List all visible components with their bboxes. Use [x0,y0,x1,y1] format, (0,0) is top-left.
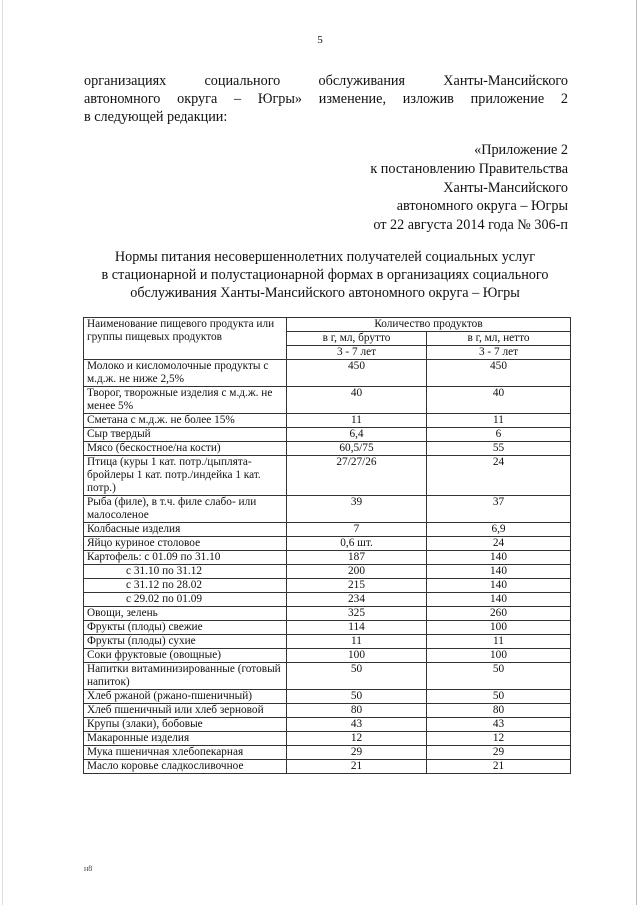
gross-value-cell: 29 [287,746,427,760]
net-value-cell: 21 [427,760,571,774]
net-value-cell: 80 [427,704,571,718]
title-line-3: обслуживания Ханты-Мансийского автономного округа – Югры [130,285,520,302]
scan-edge-left [2,0,3,905]
intro-paragraph [84,72,568,126]
appendix-line-4: автономного округа – Югры [396,198,568,215]
net-value-cell: 140 [427,593,571,607]
appendix-header [268,141,568,235]
appendix-line-1: «Приложение 2 [474,142,568,158]
net-value-cell: 140 [427,579,571,593]
gross-value-cell: 50 [287,663,427,690]
gross-value-cell: 11 [287,414,427,428]
gross-value-cell: 200 [287,565,427,579]
appendix-line-3: Ханты-Мансийского [443,179,568,196]
product-name-cell: Сметана с м.д.ж. не более 15% [84,414,287,428]
product-name-cell: Напитки витаминизированные (готовый напиток) [84,663,287,690]
net-value-cell: 50 [427,690,571,704]
net-value-cell: 40 [427,387,571,414]
table-row [84,760,571,774]
net-value-cell: 24 [427,537,571,551]
net-value-cell: 100 [427,649,571,663]
appendix-line-2: к постановлению Правительства [370,160,568,177]
document-title [80,248,570,303]
table-row [84,579,571,593]
table-row [84,663,571,690]
table-row [84,387,571,414]
product-name-cell: Рыба (филе), в т.ч. филе слабо- или малосоленое [84,496,287,523]
intro-line-3: в следующей редакции: [84,109,228,125]
net-value-cell: 140 [427,565,571,579]
product-name-cell: Хлеб ржаной (ржано-пшеничный) [84,690,287,704]
table-row [84,428,571,442]
intro-line-1: организациях социального обслуживания Ханты-Мансийского [84,73,568,89]
gross-value-cell: 215 [287,579,427,593]
intro-line-2: автономного округа – Югры» изменение, изложив приложение 2 [84,91,568,107]
gross-value-cell: 80 [287,704,427,718]
net-value-cell: 140 [427,551,571,565]
net-value-cell: 450 [427,360,571,387]
table-row [84,649,571,663]
product-name-cell: Творог, творожные изделия с м.д.ж. не менее 5% [84,387,287,414]
table-row [84,565,571,579]
header-quantity: Количество продуктов [287,318,571,332]
nutrition-norms-table [83,317,571,774]
product-name-cell: Яйцо куриное столовое [84,537,287,551]
net-value-cell: 260 [427,607,571,621]
page-number: 5 [317,34,323,46]
net-value-cell: 12 [427,732,571,746]
net-value-cell: 24 [427,456,571,496]
product-name-cell: Крупы (злаки), бобовые [84,718,287,732]
footer-mark: н8 [84,864,93,873]
net-value-cell: 55 [427,442,571,456]
gross-value-cell: 12 [287,732,427,746]
gross-value-cell: 234 [287,593,427,607]
net-value-cell: 29 [427,746,571,760]
product-name-cell: Макаронные изделия [84,732,287,746]
product-name-cell: Масло коровье сладкосливочное [84,760,287,774]
gross-value-cell: 450 [287,360,427,387]
product-name-cell: Хлеб пшеничный или хлеб зерновой [84,704,287,718]
table-row [84,607,571,621]
table-row [84,414,571,428]
gross-value-cell: 6,4 [287,428,427,442]
table-row [84,746,571,760]
product-name-cell: Картофель: с 01.09 по 31.10 [84,551,287,565]
table-row [84,456,571,496]
table-header-row [84,318,571,332]
product-name-cell: Соки фруктовые (овощные) [84,649,287,663]
table-row [84,732,571,746]
net-value-cell: 37 [427,496,571,523]
table-row [84,635,571,649]
gross-value-cell: 11 [287,635,427,649]
table-row [84,360,571,387]
gross-value-cell: 43 [287,718,427,732]
product-name-cell: Фрукты (плоды) свежие [84,621,287,635]
product-name-cell: Сыр твердый [84,428,287,442]
table-row [84,442,571,456]
net-value-cell: 6,9 [427,523,571,537]
product-name-cell: Мука пшеничная хлебопекарная [84,746,287,760]
product-name-cell: Молоко и кисломолочные продукты с м.д.ж. не ниже 2,5% [84,360,287,387]
net-value-cell: 11 [427,635,571,649]
net-value-cell: 100 [427,621,571,635]
table-row [84,690,571,704]
table-row [84,704,571,718]
gross-value-cell: 60,5/75 [287,442,427,456]
gross-value-cell: 187 [287,551,427,565]
table-row [84,718,571,732]
table-row [84,621,571,635]
net-value-cell: 11 [427,414,571,428]
product-name-cell: Птица (куры 1 кат. потр./цыплята-бройлеры 1 кат. потр./индейка 1 кат. потр.) [84,456,287,496]
scan-edge-right [636,0,637,905]
gross-value-cell: 50 [287,690,427,704]
gross-value-cell: 325 [287,607,427,621]
gross-value-cell: 39 [287,496,427,523]
product-name-cell: Фрукты (плоды) сухие [84,635,287,649]
table-row [84,551,571,565]
product-name-cell: Мясо (бескостное/на кости) [84,442,287,456]
gross-value-cell: 40 [287,387,427,414]
header-gross: в г, мл, брутто [287,332,427,346]
product-name-cell: Колбасные изделия [84,523,287,537]
table-row [84,496,571,523]
table-row [84,523,571,537]
product-name-cell: с 29.02 по 01.09 [84,593,287,607]
gross-value-cell: 7 [287,523,427,537]
age-gross: 3 - 7 лет [287,346,427,360]
header-net: в г, мл, нетто [427,332,571,346]
title-line-2: в стационарной и полустационарной формах в организациях социального [101,267,549,284]
header-product: Наименование пищевого продукта или группы пищевых продуктов [84,318,287,360]
gross-value-cell: 114 [287,621,427,635]
product-name-cell: с 31.10 по 31.12 [84,565,287,579]
gross-value-cell: 100 [287,649,427,663]
product-name-cell: с 31.12 по 28.02 [84,579,287,593]
net-value-cell: 43 [427,718,571,732]
appendix-line-5: от 22 августа 2014 года № 306-п [373,217,568,234]
gross-value-cell: 21 [287,760,427,774]
table-row [84,537,571,551]
table-row [84,593,571,607]
age-net: 3 - 7 лет [427,346,571,360]
gross-value-cell: 0,6 шт. [287,537,427,551]
net-value-cell: 6 [427,428,571,442]
net-value-cell: 50 [427,663,571,690]
product-name-cell: Овощи, зелень [84,607,287,621]
title-line-1: Нормы питания несовершеннолетних получателей социальных услуг [114,249,536,265]
gross-value-cell: 27/27/26 [287,456,427,496]
